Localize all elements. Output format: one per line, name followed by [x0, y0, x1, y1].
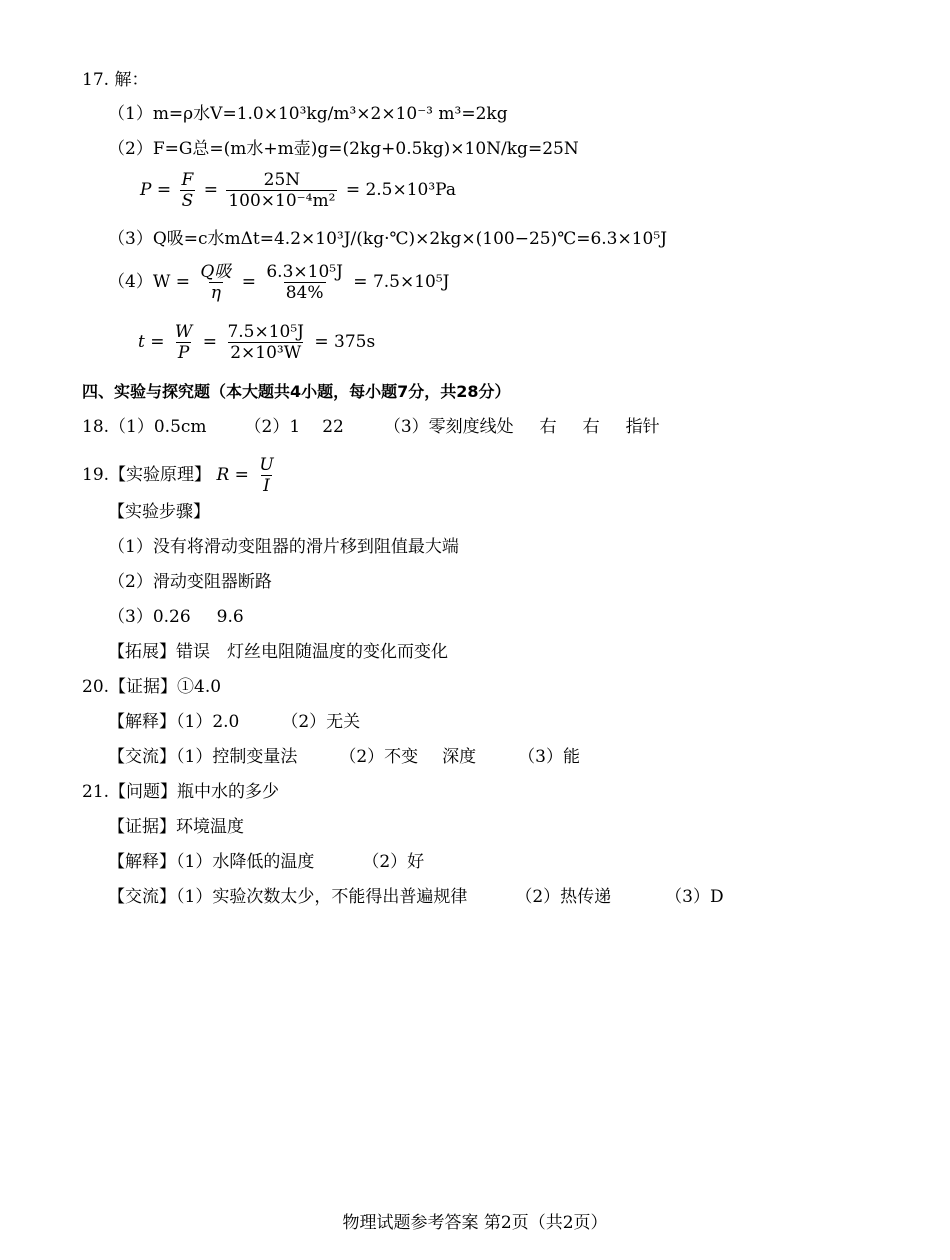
formula-lhs: t = — [138, 332, 165, 352]
answer-part: 22 — [322, 417, 344, 437]
q21-explain — [108, 851, 424, 873]
fraction — [257, 455, 275, 496]
answer-part: 深度 — [442, 747, 477, 767]
answer-part: 9.6 — [216, 607, 244, 627]
fraction — [264, 262, 345, 303]
equals-sign: = — [202, 332, 218, 352]
fraction-denominator: I — [263, 476, 270, 496]
q19-steps-label: 【实验步骤】 — [108, 502, 210, 522]
fraction-numerator: F — [181, 170, 194, 190]
formula-lhs: R = — [216, 465, 249, 485]
question-number: 19. — [82, 465, 110, 485]
answer-part: （1）0.5cm — [109, 417, 207, 437]
answer-part: （3）零刻度线处 — [383, 417, 514, 437]
section-heading: 四、实验与探究题（本大题共4小题，每小题7分，共28分） — [82, 382, 511, 401]
fraction-numerator: 6.3×10⁵J — [266, 262, 343, 282]
q17-work-formula — [108, 262, 450, 303]
fraction-denominator: P — [177, 343, 190, 363]
equals-sign: = — [203, 180, 218, 200]
answer-part: （2）不变 — [339, 747, 419, 767]
answer-part: （2）好 — [362, 852, 425, 872]
answer-part: 【证据】①4.0 — [109, 677, 222, 697]
answer-part: （2）无关 — [281, 712, 361, 732]
answer-part: （2）1 — [244, 417, 301, 437]
question-number: 21. — [82, 782, 110, 802]
q21-question — [82, 781, 279, 803]
q19-step2: （2）滑动变阻器断路 — [108, 572, 272, 592]
q19-extension: 【拓展】错误 灯丝电阻随温度的变化而变化 — [108, 642, 448, 662]
answer-part: （1）2.0 — [176, 712, 240, 732]
q19-step3 — [108, 606, 244, 628]
formula-lhs: （4）W = — [108, 272, 190, 292]
answer-part: （1）控制变量法 — [176, 747, 298, 767]
q17-part2: （2）F=G总=(m水+m壶)g=(2kg+0.5kg)×10N/kg=25N — [108, 139, 579, 159]
fraction-denominator: η — [210, 283, 221, 303]
answer-part: 【问题】瓶中水的多少 — [109, 782, 280, 802]
formula-result: = 7.5×10⁵J — [353, 272, 450, 292]
answer-part: （3）0.26 — [108, 607, 191, 627]
q20-communicate — [108, 746, 580, 768]
label: 【解释】 — [108, 852, 176, 872]
answer-part: （2）热传递 — [515, 887, 612, 907]
question-number: 20. — [82, 677, 110, 697]
q17-part1: （1）m=ρ水V=1.0×10³kg/m³×2×10⁻³ m³=2kg — [108, 104, 508, 124]
q20-explain — [108, 711, 360, 733]
label: 【交流】 — [108, 887, 176, 907]
answer-part: （1）实验次数太少，不能得出普遍规律 — [176, 887, 468, 907]
answer-part: （3）D — [665, 887, 724, 907]
fraction-numerator: U — [259, 455, 274, 475]
fraction-denominator: 2×10³W — [230, 343, 302, 363]
fraction-numerator: 7.5×10⁵J — [227, 322, 304, 342]
fraction-denominator: S — [181, 191, 194, 211]
fraction — [198, 262, 233, 303]
formula-lhs: P = — [140, 180, 172, 200]
fraction-numerator: W — [174, 322, 193, 342]
fraction-denominator: 84% — [285, 283, 324, 303]
fraction — [226, 170, 337, 211]
equals-sign: = — [241, 272, 256, 292]
fraction — [173, 322, 194, 363]
q19-step1: （1）没有将滑动变阻器的滑片移到阻值最大端 — [108, 537, 459, 557]
fraction — [180, 170, 196, 211]
q17-time-formula — [138, 322, 375, 363]
answer-part: 右 — [539, 417, 557, 437]
q17-title: 17. 解： — [82, 70, 149, 90]
q19-principle — [82, 455, 279, 496]
page-footer: 物理试题参考答案 第2页（共2页） — [342, 1213, 608, 1233]
q17-part3: （3）Q吸=c水mΔt=4.2×10³J/(kg·℃)×2kg×(100−25)℃=6.3×10⁵J — [108, 229, 668, 249]
question-number: 18. — [82, 417, 110, 437]
fraction-numerator: Q吸 — [200, 262, 232, 282]
fraction-denominator: 100×10⁻⁴m² — [228, 191, 336, 211]
formula-result: = 2.5×10³Pa — [345, 180, 456, 200]
q18-answer — [82, 416, 660, 438]
formula-result: = 375s — [314, 332, 376, 352]
answer-part: 右 — [582, 417, 600, 437]
answer-part: 指针 — [625, 417, 660, 437]
label: 【交流】 — [108, 747, 176, 767]
q21-communicate — [108, 886, 724, 908]
label: 【解释】 — [108, 712, 176, 732]
q17-pressure-formula — [140, 170, 456, 211]
q20-evidence — [82, 676, 221, 698]
q21-evidence: 【证据】环境温度 — [108, 817, 244, 837]
fraction-numerator: 25N — [263, 170, 301, 190]
answer-part: （1）水降低的温度 — [176, 852, 315, 872]
label: 【实验原理】 — [109, 465, 212, 485]
fraction — [225, 322, 306, 363]
answer-part: （3）能 — [518, 747, 580, 767]
